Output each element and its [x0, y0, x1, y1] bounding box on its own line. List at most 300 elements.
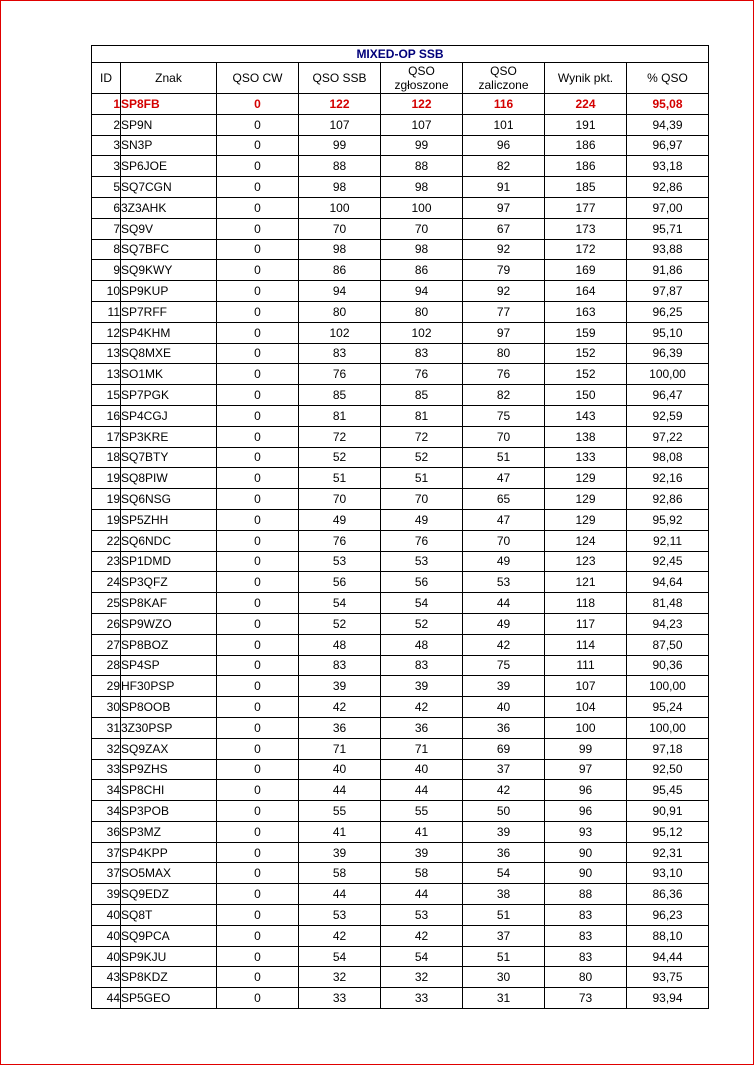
- cell-id: 34: [92, 780, 121, 801]
- cell-qso-confirmed: 97: [463, 322, 545, 343]
- cell-qso-confirmed: 82: [463, 385, 545, 406]
- cell-qso-confirmed: 47: [463, 509, 545, 530]
- table-title: MIXED-OP SSB: [92, 46, 709, 63]
- cell-qso-cw: 0: [217, 322, 299, 343]
- cell-id: 40: [92, 946, 121, 967]
- cell-qso-ssb: 54: [299, 946, 381, 967]
- cell-qso-reported: 32: [381, 967, 463, 988]
- cell-qso-ssb: 107: [299, 114, 381, 135]
- cell-score: 121: [545, 572, 627, 593]
- cell-qso-ssb: 32: [299, 967, 381, 988]
- cell-qso-confirmed: 92: [463, 281, 545, 302]
- cell-qso-cw: 0: [217, 572, 299, 593]
- cell-id: 1: [92, 94, 121, 115]
- cell-qso-cw: 0: [217, 676, 299, 697]
- cell-id: 3: [92, 156, 121, 177]
- table-row: [92, 468, 709, 489]
- cell-id: 3: [92, 135, 121, 156]
- table-row: [92, 114, 709, 135]
- cell-score: 123: [545, 551, 627, 572]
- cell-score: 185: [545, 177, 627, 198]
- cell-qso-cw: 0: [217, 801, 299, 822]
- cell-qso-percent: 91,86: [627, 260, 709, 281]
- cell-qso-cw: 0: [217, 197, 299, 218]
- cell-id: 11: [92, 301, 121, 322]
- table-row: [92, 634, 709, 655]
- table-row: [92, 613, 709, 634]
- cell-call: 3Z30PSP: [121, 717, 217, 738]
- cell-score: 129: [545, 509, 627, 530]
- cell-id: 36: [92, 821, 121, 842]
- cell-qso-reported: 122: [381, 94, 463, 115]
- cell-qso-reported: 36: [381, 717, 463, 738]
- cell-id: 32: [92, 738, 121, 759]
- cell-id: 30: [92, 697, 121, 718]
- cell-qso-cw: 0: [217, 260, 299, 281]
- cell-id: 10: [92, 281, 121, 302]
- cell-score: 100: [545, 717, 627, 738]
- cell-qso-percent: 94,39: [627, 114, 709, 135]
- cell-score: 186: [545, 156, 627, 177]
- table-row: [92, 925, 709, 946]
- cell-call: SQ9ZAX: [121, 738, 217, 759]
- cell-qso-reported: 44: [381, 884, 463, 905]
- cell-qso-cw: 0: [217, 863, 299, 884]
- cell-id: 19: [92, 489, 121, 510]
- table-row: [92, 94, 709, 115]
- cell-qso-percent: 95,08: [627, 94, 709, 115]
- cell-qso-confirmed: 42: [463, 634, 545, 655]
- cell-qso-cw: 0: [217, 218, 299, 239]
- cell-score: 150: [545, 385, 627, 406]
- cell-qso-cw: 0: [217, 509, 299, 530]
- cell-id: 24: [92, 572, 121, 593]
- cell-qso-percent: 95,45: [627, 780, 709, 801]
- cell-call: SQ9PCA: [121, 925, 217, 946]
- cell-qso-reported: 41: [381, 821, 463, 842]
- cell-qso-ssb: 36: [299, 717, 381, 738]
- cell-qso-ssb: 70: [299, 218, 381, 239]
- cell-qso-cw: 0: [217, 281, 299, 302]
- cell-score: 173: [545, 218, 627, 239]
- cell-qso-ssb: 76: [299, 530, 381, 551]
- cell-call: 3Z3AHK: [121, 197, 217, 218]
- cell-qso-ssb: 58: [299, 863, 381, 884]
- cell-qso-confirmed: 65: [463, 489, 545, 510]
- cell-qso-ssb: 99: [299, 135, 381, 156]
- table-row: [92, 156, 709, 177]
- table-row: [92, 780, 709, 801]
- cell-call: SO5MAX: [121, 863, 217, 884]
- table-row: [92, 676, 709, 697]
- cell-qso-reported: 100: [381, 197, 463, 218]
- cell-call: SP8FB: [121, 94, 217, 115]
- cell-score: 96: [545, 801, 627, 822]
- table-row: [92, 738, 709, 759]
- table-row: [92, 946, 709, 967]
- cell-qso-confirmed: 39: [463, 676, 545, 697]
- cell-score: 88: [545, 884, 627, 905]
- cell-qso-ssb: 55: [299, 801, 381, 822]
- cell-qso-reported: 94: [381, 281, 463, 302]
- cell-qso-reported: 81: [381, 405, 463, 426]
- cell-qso-ssb: 33: [299, 988, 381, 1009]
- header-qso-percent: % QSO: [627, 63, 709, 94]
- header-call: Znak: [121, 63, 217, 94]
- header-qso-cw: QSO CW: [217, 63, 299, 94]
- cell-id: 8: [92, 239, 121, 260]
- cell-qso-ssb: 41: [299, 821, 381, 842]
- cell-call: SP9KUP: [121, 281, 217, 302]
- cell-qso-ssb: 42: [299, 697, 381, 718]
- cell-qso-confirmed: 30: [463, 967, 545, 988]
- cell-qso-reported: 58: [381, 863, 463, 884]
- cell-qso-cw: 0: [217, 551, 299, 572]
- cell-qso-confirmed: 80: [463, 343, 545, 364]
- cell-qso-reported: 52: [381, 447, 463, 468]
- cell-qso-percent: 97,87: [627, 281, 709, 302]
- cell-qso-ssb: 48: [299, 634, 381, 655]
- table-row: [92, 842, 709, 863]
- cell-id: 40: [92, 925, 121, 946]
- cell-qso-confirmed: 39: [463, 821, 545, 842]
- cell-score: 152: [545, 343, 627, 364]
- cell-call: SP3QFZ: [121, 572, 217, 593]
- cell-call: SQ7BFC: [121, 239, 217, 260]
- table-row: [92, 489, 709, 510]
- cell-id: 39: [92, 884, 121, 905]
- cell-id: 29: [92, 676, 121, 697]
- cell-id: 23: [92, 551, 121, 572]
- cell-qso-reported: 76: [381, 530, 463, 551]
- cell-call: SP4KPP: [121, 842, 217, 863]
- cell-qso-confirmed: 69: [463, 738, 545, 759]
- cell-qso-cw: 0: [217, 156, 299, 177]
- cell-qso-cw: 0: [217, 697, 299, 718]
- cell-score: 118: [545, 593, 627, 614]
- cell-qso-reported: 70: [381, 489, 463, 510]
- header-qso-confirmed: QSO zaliczone: [463, 63, 545, 94]
- cell-qso-percent: 96,39: [627, 343, 709, 364]
- header-score: Wynik pkt.: [545, 63, 627, 94]
- cell-score: 73: [545, 988, 627, 1009]
- cell-qso-ssb: 81: [299, 405, 381, 426]
- cell-qso-ssb: 85: [299, 385, 381, 406]
- cell-qso-percent: 94,44: [627, 946, 709, 967]
- cell-qso-ssb: 83: [299, 343, 381, 364]
- cell-score: 97: [545, 759, 627, 780]
- cell-qso-percent: 93,94: [627, 988, 709, 1009]
- cell-qso-ssb: 86: [299, 260, 381, 281]
- cell-id: 17: [92, 426, 121, 447]
- cell-call: SQ9EDZ: [121, 884, 217, 905]
- cell-qso-reported: 83: [381, 343, 463, 364]
- cell-qso-confirmed: 77: [463, 301, 545, 322]
- table-row: [92, 821, 709, 842]
- cell-qso-percent: 93,88: [627, 239, 709, 260]
- cell-id: 43: [92, 967, 121, 988]
- cell-id: 26: [92, 613, 121, 634]
- cell-call: SP1DMD: [121, 551, 217, 572]
- cell-qso-confirmed: 101: [463, 114, 545, 135]
- cell-score: 124: [545, 530, 627, 551]
- cell-qso-percent: 93,18: [627, 156, 709, 177]
- cell-id: 22: [92, 530, 121, 551]
- cell-qso-reported: 85: [381, 385, 463, 406]
- cell-qso-ssb: 44: [299, 780, 381, 801]
- cell-qso-percent: 87,50: [627, 634, 709, 655]
- cell-qso-cw: 0: [217, 593, 299, 614]
- cell-qso-reported: 76: [381, 364, 463, 385]
- table-row: [92, 655, 709, 676]
- table-row: [92, 905, 709, 926]
- cell-qso-ssb: 40: [299, 759, 381, 780]
- cell-score: 133: [545, 447, 627, 468]
- cell-qso-ssb: 70: [299, 489, 381, 510]
- cell-score: 152: [545, 364, 627, 385]
- cell-call: SQ6NDC: [121, 530, 217, 551]
- cell-qso-percent: 94,64: [627, 572, 709, 593]
- cell-qso-reported: 72: [381, 426, 463, 447]
- table-row: [92, 301, 709, 322]
- cell-score: 164: [545, 281, 627, 302]
- cell-qso-reported: 52: [381, 613, 463, 634]
- table-row: [92, 572, 709, 593]
- cell-qso-percent: 90,36: [627, 655, 709, 676]
- cell-qso-percent: 88,10: [627, 925, 709, 946]
- cell-call: SP5GEO: [121, 988, 217, 1009]
- cell-call: SP4KHM: [121, 322, 217, 343]
- cell-qso-confirmed: 79: [463, 260, 545, 281]
- cell-qso-cw: 0: [217, 135, 299, 156]
- cell-qso-cw: 0: [217, 468, 299, 489]
- cell-qso-cw: 0: [217, 634, 299, 655]
- cell-qso-reported: 42: [381, 925, 463, 946]
- cell-call: SP6JOE: [121, 156, 217, 177]
- cell-qso-reported: 53: [381, 551, 463, 572]
- cell-call: SP3KRE: [121, 426, 217, 447]
- cell-qso-confirmed: 82: [463, 156, 545, 177]
- results-table: [91, 45, 709, 1009]
- cell-id: 37: [92, 842, 121, 863]
- cell-score: 138: [545, 426, 627, 447]
- cell-qso-ssb: 76: [299, 364, 381, 385]
- cell-qso-confirmed: 42: [463, 780, 545, 801]
- table-row: [92, 197, 709, 218]
- cell-call: SP9N: [121, 114, 217, 135]
- cell-qso-cw: 0: [217, 759, 299, 780]
- cell-qso-ssb: 100: [299, 197, 381, 218]
- cell-qso-reported: 83: [381, 655, 463, 676]
- table-row: [92, 551, 709, 572]
- cell-id: 33: [92, 759, 121, 780]
- cell-call: SP4CGJ: [121, 405, 217, 426]
- cell-qso-ssb: 39: [299, 676, 381, 697]
- cell-call: SP5ZHH: [121, 509, 217, 530]
- cell-qso-confirmed: 54: [463, 863, 545, 884]
- header-row: [92, 63, 709, 94]
- cell-id: 19: [92, 509, 121, 530]
- cell-qso-confirmed: 51: [463, 447, 545, 468]
- cell-qso-percent: 98,08: [627, 447, 709, 468]
- cell-score: 90: [545, 842, 627, 863]
- cell-id: 5: [92, 177, 121, 198]
- table-row: [92, 218, 709, 239]
- cell-call: SQ9KWY: [121, 260, 217, 281]
- cell-qso-confirmed: 49: [463, 551, 545, 572]
- cell-qso-percent: 94,23: [627, 613, 709, 634]
- cell-qso-percent: 96,25: [627, 301, 709, 322]
- cell-qso-cw: 0: [217, 842, 299, 863]
- cell-qso-cw: 0: [217, 94, 299, 115]
- cell-id: 12: [92, 322, 121, 343]
- cell-id: 15: [92, 385, 121, 406]
- cell-qso-confirmed: 96: [463, 135, 545, 156]
- cell-call: SP7PGK: [121, 385, 217, 406]
- table-row: [92, 239, 709, 260]
- cell-qso-cw: 0: [217, 884, 299, 905]
- cell-score: 80: [545, 967, 627, 988]
- table-row: [92, 426, 709, 447]
- cell-score: 83: [545, 946, 627, 967]
- cell-qso-cw: 0: [217, 946, 299, 967]
- cell-call: SQ8PIW: [121, 468, 217, 489]
- cell-qso-percent: 92,86: [627, 489, 709, 510]
- cell-qso-confirmed: 50: [463, 801, 545, 822]
- cell-qso-reported: 48: [381, 634, 463, 655]
- table-row: [92, 281, 709, 302]
- table-row: [92, 530, 709, 551]
- cell-qso-cw: 0: [217, 239, 299, 260]
- cell-qso-ssb: 98: [299, 177, 381, 198]
- cell-qso-percent: 92,16: [627, 468, 709, 489]
- cell-qso-confirmed: 67: [463, 218, 545, 239]
- cell-qso-confirmed: 36: [463, 842, 545, 863]
- cell-qso-cw: 0: [217, 613, 299, 634]
- table-body: [92, 94, 709, 1009]
- cell-id: 40: [92, 905, 121, 926]
- cell-qso-cw: 0: [217, 780, 299, 801]
- cell-qso-reported: 70: [381, 218, 463, 239]
- cell-call: HF30PSP: [121, 676, 217, 697]
- table-row: [92, 697, 709, 718]
- cell-qso-reported: 39: [381, 842, 463, 863]
- cell-qso-ssb: 98: [299, 239, 381, 260]
- cell-qso-confirmed: 116: [463, 94, 545, 115]
- header-id: ID: [92, 63, 121, 94]
- cell-qso-reported: 98: [381, 239, 463, 260]
- cell-qso-cw: 0: [217, 177, 299, 198]
- cell-call: SP8BOZ: [121, 634, 217, 655]
- cell-qso-cw: 0: [217, 905, 299, 926]
- cell-score: 191: [545, 114, 627, 135]
- cell-qso-cw: 0: [217, 343, 299, 364]
- cell-qso-confirmed: 31: [463, 988, 545, 1009]
- cell-qso-cw: 0: [217, 821, 299, 842]
- cell-qso-percent: 95,24: [627, 697, 709, 718]
- cell-id: 27: [92, 634, 121, 655]
- cell-qso-percent: 96,97: [627, 135, 709, 156]
- cell-id: 16: [92, 405, 121, 426]
- cell-call: SP3POB: [121, 801, 217, 822]
- cell-call: SP8CHI: [121, 780, 217, 801]
- cell-score: 129: [545, 489, 627, 510]
- cell-call: SP8KAF: [121, 593, 217, 614]
- cell-qso-cw: 0: [217, 988, 299, 1009]
- cell-qso-cw: 0: [217, 489, 299, 510]
- cell-qso-ssb: 88: [299, 156, 381, 177]
- cell-score: 93: [545, 821, 627, 842]
- cell-call: SQ9V: [121, 218, 217, 239]
- cell-qso-ssb: 72: [299, 426, 381, 447]
- cell-qso-percent: 92,59: [627, 405, 709, 426]
- cell-qso-confirmed: 37: [463, 925, 545, 946]
- cell-qso-percent: 96,47: [627, 385, 709, 406]
- cell-qso-reported: 54: [381, 946, 463, 967]
- cell-qso-confirmed: 51: [463, 946, 545, 967]
- cell-qso-percent: 93,75: [627, 967, 709, 988]
- table-row: [92, 385, 709, 406]
- cell-call: SQ7CGN: [121, 177, 217, 198]
- cell-qso-reported: 102: [381, 322, 463, 343]
- cell-qso-cw: 0: [217, 405, 299, 426]
- cell-qso-reported: 51: [381, 468, 463, 489]
- cell-id: 25: [92, 593, 121, 614]
- cell-qso-cw: 0: [217, 426, 299, 447]
- cell-qso-percent: 81,48: [627, 593, 709, 614]
- cell-qso-ssb: 56: [299, 572, 381, 593]
- cell-id: 37: [92, 863, 121, 884]
- table-row: [92, 322, 709, 343]
- table-row: [92, 509, 709, 530]
- cell-qso-reported: 54: [381, 593, 463, 614]
- cell-score: 172: [545, 239, 627, 260]
- cell-qso-confirmed: 75: [463, 405, 545, 426]
- cell-score: 104: [545, 697, 627, 718]
- cell-id: 7: [92, 218, 121, 239]
- cell-call: SQ8MXE: [121, 343, 217, 364]
- table-row: [92, 717, 709, 738]
- cell-id: 6: [92, 197, 121, 218]
- cell-qso-confirmed: 47: [463, 468, 545, 489]
- cell-qso-percent: 97,00: [627, 197, 709, 218]
- cell-qso-confirmed: 36: [463, 717, 545, 738]
- cell-qso-ssb: 122: [299, 94, 381, 115]
- cell-qso-percent: 92,31: [627, 842, 709, 863]
- cell-qso-reported: 88: [381, 156, 463, 177]
- cell-call: SP9KJU: [121, 946, 217, 967]
- cell-call: SP8OOB: [121, 697, 217, 718]
- cell-call: SO1MK: [121, 364, 217, 385]
- table-row: [92, 260, 709, 281]
- cell-call: SP9WZO: [121, 613, 217, 634]
- cell-qso-cw: 0: [217, 530, 299, 551]
- cell-qso-ssb: 53: [299, 551, 381, 572]
- cell-qso-reported: 49: [381, 509, 463, 530]
- cell-id: 44: [92, 988, 121, 1009]
- cell-qso-cw: 0: [217, 967, 299, 988]
- cell-call: SQ7BTY: [121, 447, 217, 468]
- table-row: [92, 135, 709, 156]
- cell-qso-confirmed: 70: [463, 426, 545, 447]
- cell-call: SQ6NSG: [121, 489, 217, 510]
- cell-qso-ssb: 53: [299, 905, 381, 926]
- cell-score: 107: [545, 676, 627, 697]
- cell-qso-percent: 100,00: [627, 717, 709, 738]
- cell-score: 186: [545, 135, 627, 156]
- cell-qso-cw: 0: [217, 717, 299, 738]
- table-row: [92, 863, 709, 884]
